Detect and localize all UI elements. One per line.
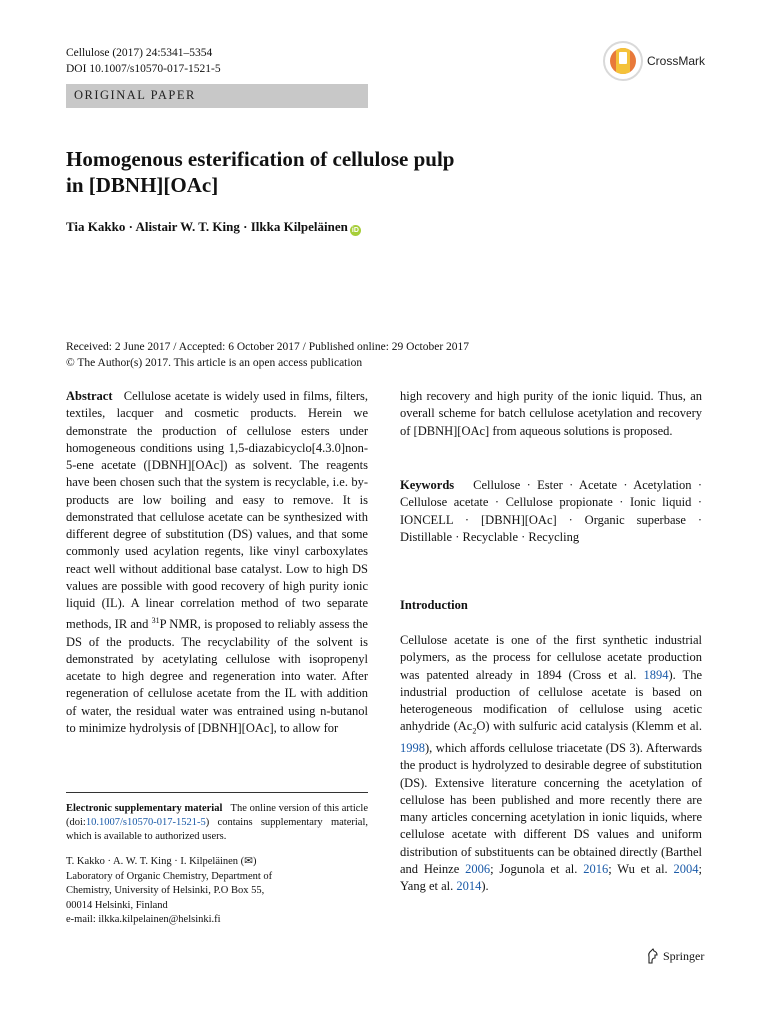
crossmark-label: CrossMark <box>647 54 706 68</box>
intro-text: O) with sulfuric acid catalysis (Klemm et al. <box>476 719 702 734</box>
esm-text-after: ) contains supplementary material, which is available to authorized users. <box>66 817 368 842</box>
dates-line: Received: 2 June 2017 / Accepted: 6 October 2017 / Published online: 29 October 2017 <box>66 341 470 353</box>
publisher-name: Springer <box>663 948 705 963</box>
publisher-logo <box>646 948 704 964</box>
citation-link[interactable]: 2014 <box>456 879 482 893</box>
citation-link[interactable]: 1894 <box>643 667 669 682</box>
footnote-divider <box>66 792 368 793</box>
abstract-text-1: Cellulose acetate is widely used in films, filters, textiles, lacquer and cosmetic products. Herein we demonstrate the production of cellulose esters under homogeneous conditions using 1,5-diazabicyclo[4.3.0]non-5-ene acetate ([DBNH][OAc]) as solvent. The reagents have been chosen such that the system is recyclable, i.e. by-products are low boiling and easy to remove. It is demonstrated that cellulose acetate can be synthesized with different degree of substitution (DS) values, and that some commonly used acylation regents, like vinyl carboxylates react well without additional base catalyst. Low to high DS values are possible with good recovery of high purity ionic liquid (IL). A linear correlation method of two separate methods, IR and <box>66 389 369 632</box>
article-type-banner <box>66 84 368 108</box>
affiliation-authors: T. Kakko · A. W. T. King · I. Kilpeläinen (✉) <box>66 856 257 867</box>
supplementary-note <box>66 802 368 844</box>
keywords-text: Cellulose · Ester · Acetate · Acetylation · Cellulose acetate · Cellulose propionate · Ionic liquid · IONCELL · [DBNH][OAc] · Organic superbase · Distillable · Recyclable · Recycling <box>400 478 702 544</box>
article-type-label: ORIGINAL PAPER <box>74 88 196 102</box>
intro-text: ). The industrial production of cellulose acetate is based on heterogeneous modification of cellulose using acetic anhydride (Ac <box>400 667 702 734</box>
paper-title <box>66 146 666 198</box>
affiliation-line: 00014 Helsinki, Finland <box>66 899 168 911</box>
citation-link[interactable]: 2006 <box>465 861 491 876</box>
journal-meta <box>66 45 221 77</box>
abstract-text-2: P NMR, is proposed to reliably assess the DS of the products. The recyclability of the solvent is demonstrated by acetylating cellulose with isopropenyl acetate to high degree and regeneration into water. After regeneration of cellulose acetate from the IL with addition of water, the residual water was entrained using n-butanol to minimize hydrolysis of [DBNH][OAc], to allow for <box>66 617 368 735</box>
keywords-section <box>400 477 702 546</box>
esm-doi-link[interactable]: 10.1007/s10570-017-1521-5 <box>85 817 206 828</box>
introduction-body <box>400 632 702 895</box>
citation-link[interactable]: 1998 <box>400 741 425 755</box>
esm-text-before: The online version of this article (doi: <box>66 803 368 828</box>
copyright-line: © The Author(s) 2017. This article is an open access publication <box>66 357 363 369</box>
abstract-continuation <box>400 388 702 440</box>
affiliation-line: Laboratory of Organic Chemistry, Department of <box>66 870 273 882</box>
citation-link[interactable]: 2016 <box>583 861 609 876</box>
introduction-heading: Introduction <box>400 598 468 612</box>
springer-horse-icon <box>646 948 660 964</box>
author-affiliation <box>66 855 368 928</box>
esm-label: Electronic supplementary material <box>66 803 223 814</box>
author-list <box>66 219 361 236</box>
orcid-icon[interactable]: iD <box>351 227 359 234</box>
doi-line: DOI 10.1007/s10570-017-1521-5 <box>66 63 221 75</box>
intro-text: ; Jogunola et al. <box>490 861 584 876</box>
authors-text: Tia Kakko · Alistair W. T. King · Ilkka Kilpeläinen <box>66 219 348 234</box>
intro-text: Cellulose acetate is one of the first synthetic industrial polymers, as the process for cellulose acetate production was patented already in 1894 (Cross et al. <box>400 633 702 682</box>
intro-text: ), which affords cellulose triacetate (DS 3). Afterwards the product is hydrolyzed to desirable degree of substitution (DS). Extensive literature concerning the acetylation of cellulose has been published and more recently there are many articles concerning acetylation in ionic liquids, where cellulose acetate with different DS values and uniform distribution of substituents can be obtained directly (Barthel and Heinze <box>400 741 702 876</box>
intro-text: ; Yang et al. <box>400 861 702 893</box>
title-line-1: Homogenous esterification of cellulose pulp <box>66 147 455 171</box>
publication-dates <box>66 339 469 371</box>
affiliation-email[interactable]: e-mail: ilkka.kilpelainen@helsinki.fi <box>66 914 221 925</box>
journal-citation: Cellulose (2017) 24:5341–5354 <box>66 47 213 59</box>
abstract-continuation-text: high recovery and high purity of the ionic liquid. Thus, an overall scheme for batch cellulose acetylation and recovery of [DBNH][OAc] from aqueous solutions is proposed. <box>400 389 702 438</box>
subscript: 2 <box>472 726 477 736</box>
keywords-label: Keywords <box>400 478 455 492</box>
title-line-2: in [DBNH][OAc] <box>66 173 219 197</box>
crossmark-icon <box>603 41 643 81</box>
intro-text: ). <box>481 879 489 893</box>
intro-text: ; Wu et al. <box>608 861 674 876</box>
abstract-section <box>66 388 368 737</box>
crossmark-badge[interactable] <box>603 41 705 81</box>
abstract-label: Abstract <box>66 389 113 403</box>
affiliation-line: Chemistry, University of Helsinki, P.O Box 55, <box>66 885 265 896</box>
abstract-superscript: 31 <box>151 616 160 626</box>
citation-link[interactable]: 2004 <box>673 861 699 876</box>
